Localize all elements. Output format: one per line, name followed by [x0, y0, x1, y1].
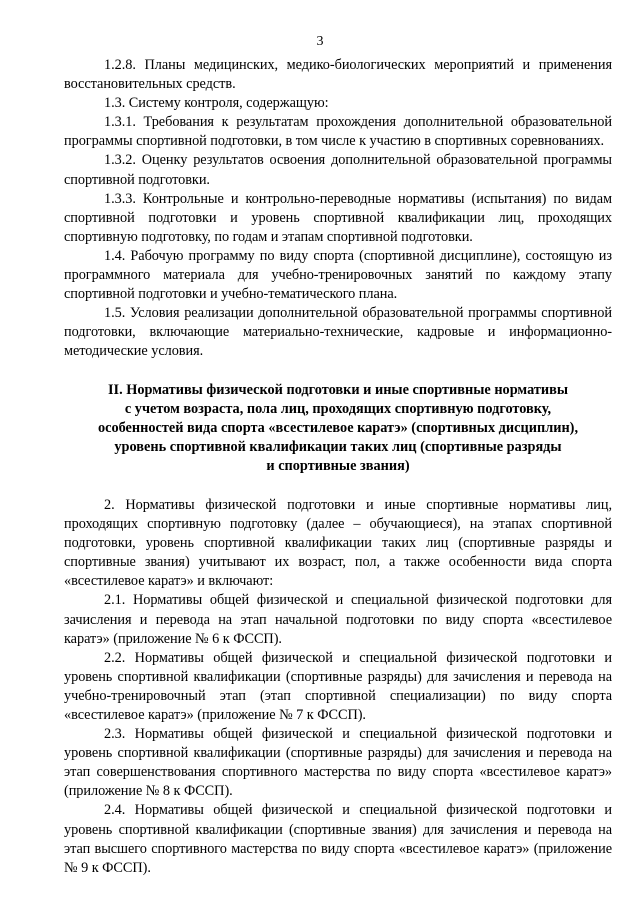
- paragraph-2-2: 2.2. Нормативы общей физической и специальной физической подготовки и уровень спортивной квалификации (спортивные разряды) для зачисления и перевода на учебно-тренировочный этап (этап спортивной специализации) по виду спорта «всестилевое каратэ» (приложение № 7 к ФССП).: [64, 649, 612, 723]
- paragraph-1-3: 1.3. Систему контроля, содержащую:: [104, 95, 329, 112]
- section-heading-line: и спортивные звания): [266, 457, 410, 474]
- paragraph-1-3-1: 1.3.1. Требования к результатам прохождения дополнительной образовательной программы спортивной подготовки, в том числе к участию в спортивных соревнованиях.: [64, 114, 612, 150]
- paragraph-2: 2. Нормативы физической подготовки и иные спортивные нормативы лиц, проходящих спортивную подготовку (далее – обучающиеся), на этапах спортивной подготовки, уровень спортивной квалификации таких лиц (спортивные разряды и спортивные звания) учитывают их возраст, пол, а также особенности вида спорта «всестилевое каратэ» и включают:: [64, 496, 612, 590]
- paragraph-1-2-8: 1.2.8. Планы медицинских, медико-биологических мероприятий и применения восстановительных средств.: [64, 57, 612, 93]
- page-number: 3: [316, 34, 324, 49]
- paragraph-2-1: 2.1. Нормативы общей физической и специальной физической подготовки для зачисления и перевода на этап начальной подготовки по виду спорта «всестилевое каратэ» (приложение № 6 к ФССП).: [64, 592, 612, 647]
- section-heading-line: II. Нормативы физической подготовки и иные спортивные нормативы: [107, 381, 568, 398]
- paragraph-1-5: 1.5. Условия реализации дополнительной образовательной программы спортивной подготовки, включающие материально-технические, кадровые и информационно-методические условия.: [64, 305, 612, 360]
- paragraph-1-3-3: 1.3.3. Контрольные и контрольно-переводные нормативы (испытания) по видам спортивной подготовки и уровень спортивной квалификации лиц, проходящих спортивную подготовку, по годам и этапам спортивной подготовки.: [64, 190, 612, 245]
- paragraph-1-3-2: 1.3.2. Оценку результатов освоения дополнительной образовательной программы спортивной подготовки.: [64, 152, 612, 188]
- section-heading-line: с учетом возраста, пола лиц, проходящих спортивную подготовку,: [124, 400, 552, 417]
- document-body: [64, 56, 612, 878]
- section-heading: [64, 381, 612, 476]
- paragraph-1-4: 1.4. Рабочую программу по виду спорта (спортивной дисциплине), состоящую из программного материала для учебно-тренировочных занятий по каждому этапу спортивной подготовки и учебно-тематического плана.: [64, 247, 612, 303]
- section-heading-line: особенностей вида спорта «всестилевое каратэ» (спортивных дисциплин),: [97, 419, 579, 436]
- paragraph-2-4: 2.4. Нормативы общей физической и специальной физической подготовки и уровень спортивной квалификации (спортивные звания) для зачисления и перевода на этап высшего спортивного мастерства по виду спорта «всестилевое каратэ» (приложение № 9 к ФССП).: [64, 802, 612, 876]
- section-heading-line: уровень спортивной квалификации таких лиц (спортивные разряды: [114, 438, 562, 455]
- paragraph-2-3: 2.3. Нормативы общей физической и специальной физической подготовки и уровень спортивной квалификации (спортивные разряды) для зачисления и перевода на этап совершенствования спортивного мастерства по виду спорта «всестилевое каратэ» (приложение № 8 к ФССП).: [64, 726, 612, 800]
